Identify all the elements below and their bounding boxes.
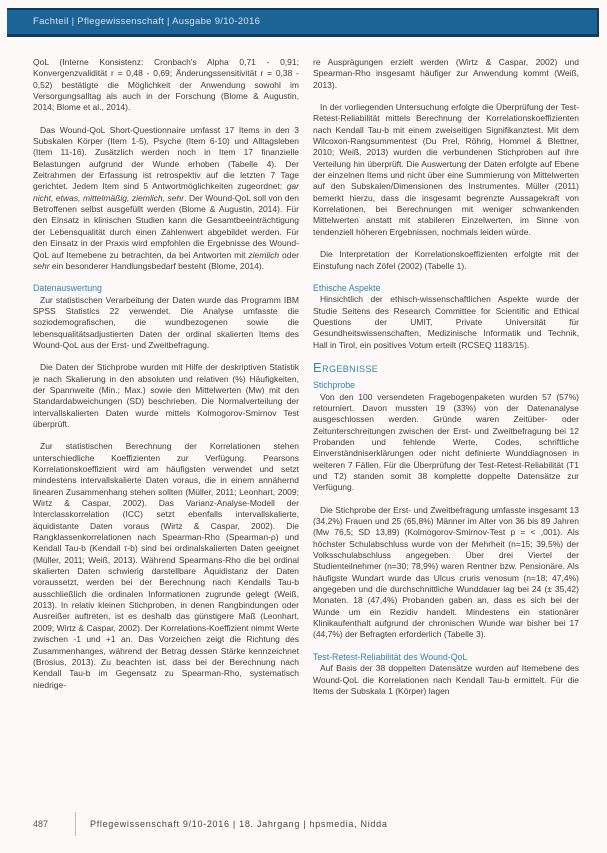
journal-header-bar xyxy=(7,8,599,37)
text-run: re Ausprägungen erzielt werden (Wirtz & Caspar, 2002) und Spearman-Rho insgesamt häufiger zur Anwendung kommt (Weiß, 2013). xyxy=(313,57,579,90)
paragraph-spss xyxy=(33,295,299,352)
paragraph-sample-characteristics xyxy=(313,505,579,641)
journal-header-text: Fachteil | Pflegewissenschaft | Ausgabe 9/10-2016 xyxy=(33,16,261,27)
text-run: Das Wound-QoL Short-Questionnaire umfasst 17 Items in den 3 Subskalen Körper (Item 1-5), Psyche (Item 6-10) und Alltagsleben (Item 11-16). Zusätzlich werden noch in Item 17 finanzielle Belastungen aufgrund der Wunde erhoben (Tabelle 4). Der Zeitrahmen der Erfassung ist retrospektiv auf die letzten 7 Tage gerichtet. Jedem Item sind 5 Antwortmöglichkeiten zugeordnet: xyxy=(33,124,299,192)
text-run: In der vorliegenden Untersuchung erfolgte die Überprüfung der Test-Retest-Reliabilität mittels Berechnung der Korrelationskoeffizienten nach Kendall Tau-b mit einem zweiseitigen Signifikanztest. Mit dem Wilcoxon-Rangsummentest (Du Prel, Röhrig, Hommel & Blettner, 2010; Weiß, 2013) wurden die verbundenen Stichproben auf ihre Verteilung hin überprüft. Die Auswertung der Daten erfolgte auf Ebene der einzelnen Items und nicht über eine Summierung von Mittelwerten auf den Subskalen/Dimensionen des Instrumentes. Müller (2011) bemerkt hierzu, dass die insgesamt begrenzte Aussagekraft von Korrelationen, bei Berechnungen mit weniger schwankenden Mittelwerten anstatt mit stabileren Einzelwerten, im Sinne von tendenziell höheren Ergebnissen, nochmals leiden würde. xyxy=(313,102,579,237)
paragraph-correlation-coefficients xyxy=(33,441,299,691)
text-run: Stichprobe xyxy=(313,380,356,391)
section-heading-datenauswertung xyxy=(33,283,299,294)
article-body xyxy=(33,57,579,805)
emphasized-text: gar nicht, etwas, mittelmäßig, ziemlich, sehr xyxy=(33,181,299,203)
column-right xyxy=(313,57,579,805)
text-run: Ergebnisse xyxy=(313,359,379,375)
section-heading-stichprobe xyxy=(313,380,579,391)
text-run: Hinsichtlich der ethisch-wissenschaftlichen Aspekte wurde der Studie Seitens des Research Committee for Scientific and Ethical Questions der UMIT, Private Universität für Gesundheitswissenschaften, Medizinische Informatik und Technik, Hall in Tirol, ein positives Votum erteilt (RCSEQ 1183/15). xyxy=(313,294,579,350)
paragraph-interpretation xyxy=(313,249,579,272)
column-left xyxy=(33,57,299,805)
paragraph-sample-return xyxy=(313,392,579,494)
text-run: Zur statistischen Verarbeitung der Daten wurde das Programm IBM SPSS Statistics 22 verwendet. Die Analyse umfasste die soziodemografischen, die wundbezogenen sowie die lebensqualitätsadjustierten Daten der ordinal skalierten Items des Wound-QoL aus der Erst- und Zweitbefragung. xyxy=(33,294,299,350)
paragraph-descriptive-statistics xyxy=(33,362,299,430)
section-heading-test-retest-reliabilitaet xyxy=(313,652,579,663)
text-run: Test-Retest-Reliabilität des Wound-QoL xyxy=(313,651,468,662)
emphasized-text: ziemlich xyxy=(248,249,280,260)
text-run: Von den 100 versendeten Fragebogenpaketen wurden 57 (57%) retourniert. Davon mussten 19 (33%) von der Datenanalyse ausgeschlossen werden. Gründe waren Zeitüber- oder Zeitunterschreitungen zwischen der Erst- und Zweitbefragung bei 12 Probanden und fehlende Werte, Codes, schriftliche Einverständniserklärungen oder nicht definierte Wunddiagnosen in weiteren 7 Fällen. Für die Überprüfung der Test-Retest-Reliabilität (T1 und T2) standen somit 38 komplette doppelte Datensätze zur Verfügung. xyxy=(313,391,579,493)
text-run: Die Daten der Stichprobe wurden mit Hilfe der deskriptiven Statistik je nach Skalierung in den absoluten und relativen (%) Häufigkeiten, der Spannweite (Min.; Max.) sowie den Mittelwerten (Mw) mit den Standardabweichungen (SD) beschrieben. Die Normalverteilung der intervallskalierten Daten wurde mittels Kolmogorov-Smirnov Test überprüft. xyxy=(33,362,299,429)
section-heading-ethische-aspekte xyxy=(313,283,579,294)
text-run: Auf Basis der 38 doppelten Datensätze wurden auf Itemebene des Wound-QoL die Korrelationen nach Kendall Tau-b ermittelt. Für die Items der Subskala 1 (Körper) lagen xyxy=(313,663,579,696)
paragraph-test-retest-method xyxy=(313,102,579,238)
text-run: Ethische Aspekte xyxy=(313,282,381,293)
text-run: QoL (Interne Konsistenz: Cronbach's Alpha 0,71 - 0,91; Konvergenzvalidität r = 0,48 - 0,69; Änderungssensitivität r = 0,38 - 0,52) bestätigte die Möglichkeit der Anwendung sowohl im Versorgungsalltag als auch in der Forschung (Blome & Augustin, 2014; Blome et al., 2014). xyxy=(33,57,299,113)
paragraph-ethics xyxy=(313,294,579,351)
text-run: Die Stichprobe der Erst- und Zweitbefragung umfasste insgesamt 13 (34,2%) Frauen und 25 (65,8%) Männer im Alter von 36 bis 89 Jahren (Mw 76,5; SD 13,89) (Kolmogorov-Smirnov-Test p = < ,001). Als höchster Schulabschluss wurde von der Mehrheit (n=15; 39,5%) der Volksschulabschluss angegeben. Über drei Viertel der Studienteilnehmer (n=30; 78,9%) waren Rentner bzw. Pensionäre. Als häufigste Wundart wurde das Ulcus cruris venosum (n=18; 47,4%) angegeben und die durchschnittliche Wunddauer lag bei 24 (± 35,42) Monaten. 18 (47,4%) Probanden gaben an, dass es sich bei der Wunde um ein Rezidiv handelt. Mindestens ein stationärer Klinikaufenthalt aufgrund der chronischen Wunde war bisher bei 17 (44,7%) der Befragten erforderlich (Tabelle 3). xyxy=(313,504,579,640)
paragraph-spearman-usage xyxy=(313,57,579,91)
text-run: oder xyxy=(279,249,300,260)
page-number: 487 xyxy=(33,819,49,829)
footer-journal-info: Pflegewissenschaft 9/10-2016 | 18. Jahrgang | hpsmedia, Nidda xyxy=(90,819,388,829)
text-run: . Der Wound-QoL soll von den Betroffenen selbst ausgefüllt werden (Blome & Augustin, 2014). Für den Einsatz in klinischen Studien kann die Gesamtbeeinträchtigung der Lebensqualität durch einen Zahlenwert abgebildet werden. Für den Einsatz in der Praxis wird empfohlen die Ergebnisse des Wound-QoL auf Itemebene zu betrachten, da bei Antworten mit xyxy=(33,192,299,260)
page-footer xyxy=(33,810,579,838)
emphasized-text: sehr xyxy=(33,260,50,271)
text-run: ein besonderer Handlungsbedarf besteht (Blome, 2014). xyxy=(49,260,265,271)
paragraph-kendall-results xyxy=(313,663,579,697)
paragraph-woundqol-description xyxy=(33,125,299,272)
text-run: Die Interpretation der Korrelationskoeffizienten erfolgte mit der Einstufung nach Zöfel (2002) (Tabelle 1). xyxy=(313,249,579,271)
section-heading-ergebnisse xyxy=(313,359,579,375)
text-run: Datenauswertung xyxy=(33,283,102,294)
paragraph-qol-validity xyxy=(33,57,299,114)
footer-divider xyxy=(75,812,76,836)
text-run: Zur statistischen Berechnung der Korrelationen stehen unterschiedliche Koeffizienten zur Verfügung. Pearsons Korrelationskoeffizient wird am häufigsten verwendet und setzt mindestens intervallskalierte Daten voraus, die in einem annähernd linearen Zusammenhang stehen sollten (Müller, 2011; Leonhart, 2009; Wirtz & Caspar, 2002). Das Varianz-Analyse-Modell der Interclasskorrelation (ICC) setzt ebenfalls intervallskalierte, äquidistante Daten voraus (Wirtz & Caspar, 2002). Die Rangklassenkorrelationen nach Spearman-Rho (Spearman-ρ) und Kendall Tau-b (Kendall τ-b) sind bei ordinalskalierten Daten geeignet (Müller, 2011; Weiß, 2013). Während Spearmans-Rho die bei ordinal skalierten Daten schwierig darstellbare Äquidistanz der Daten voraussetzt, werden bei der Berechnung nach Kendalls Tau-b ausschließlich die ordinalen Informationen zugrunde gelegt (Weiß, 2013). In relativ kleinen Stichproben, in denen Rangbindungen oder Ausreißer auftreten, ist es deshalb das günstigere Maß (Leonhart, 2009; Wirtz & Caspar, 2002). Der Korrelations-Koeffizient nimmt Werte zwischen -1 und +1 an. Das Vorzeichen zeigt die Richtung des Zusammenhanges, während der Betrag dessen Stärke kennzeichnet (Brosius, 2013). Zu beachten ist, dass bei der Berechnung nach Kendall Tau-b im Gegensatz zu Spearman-Rho, systematisch niedrige- xyxy=(33,441,299,690)
